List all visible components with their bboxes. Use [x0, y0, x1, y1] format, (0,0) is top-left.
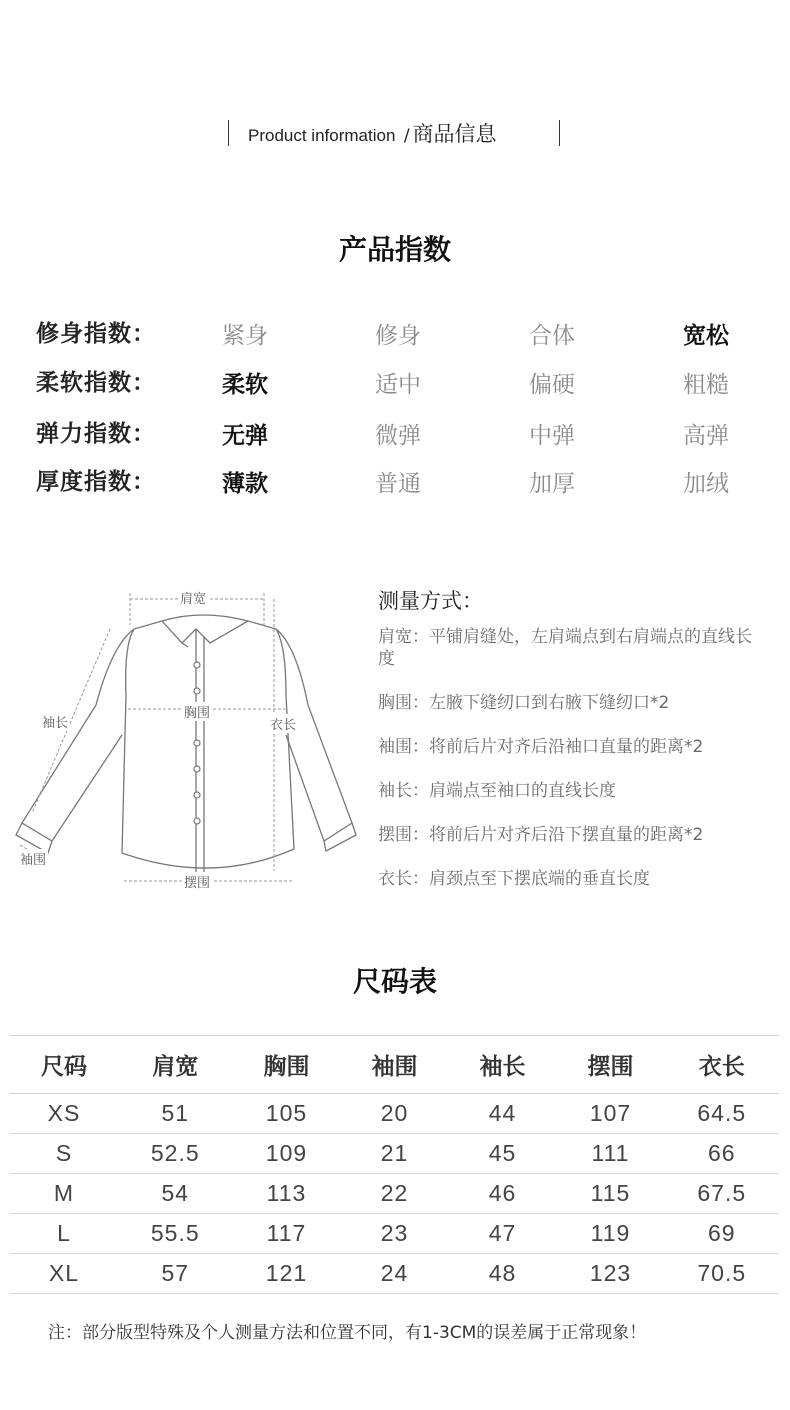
index-option: 普通	[375, 471, 421, 497]
size-table-cell: 69	[664, 1214, 779, 1254]
size-table-cell: 45	[448, 1134, 556, 1174]
diagram-label-chest: 胸围	[182, 702, 212, 721]
size-table-cell: 51	[118, 1094, 232, 1134]
size-table-header-cell: 尺码	[10, 1036, 118, 1094]
size-table-cell: 23	[340, 1214, 448, 1254]
size-table-cell: 20	[340, 1094, 448, 1134]
size-table-cell: 123	[556, 1254, 664, 1294]
size-note: 注：部分版型特殊及个人测量方法和位置不同，有1-3CM的误差属于正常现象！	[48, 1323, 647, 1343]
index-option: 加厚	[529, 471, 575, 497]
size-table-cell: 70.5	[664, 1254, 779, 1294]
header-title	[248, 118, 497, 148]
size-table-size-cell: XL	[10, 1254, 118, 1294]
shirt-outline-illustration	[12, 585, 362, 895]
index-row-label: 柔软指数：	[36, 370, 156, 396]
size-table-header-row	[10, 1036, 779, 1094]
index-option: 合体	[529, 323, 575, 349]
header-divider-left	[228, 120, 229, 146]
size-table-cell: 48	[448, 1254, 556, 1294]
index-option-selected: 宽松	[683, 323, 729, 349]
size-table-cell: 44	[448, 1094, 556, 1134]
size-table-cell: 117	[232, 1214, 340, 1254]
size-table-cell: 21	[340, 1134, 448, 1174]
size-table-cell: 22	[340, 1174, 448, 1214]
measurement-chest: 胸围：左腋下缝纫口到右腋下缝纫口*2	[378, 693, 670, 713]
index-row-label: 厚度指数：	[36, 469, 156, 495]
size-table-row	[10, 1214, 779, 1254]
index-option: 微弹	[375, 423, 421, 449]
diagram-label-length: 衣长	[268, 714, 298, 733]
size-table-header-cell: 袖长	[448, 1036, 556, 1094]
size-table-cell: 57	[118, 1254, 232, 1294]
size-table-row	[10, 1174, 779, 1214]
size-table-size-cell: L	[10, 1214, 118, 1254]
size-table-cell: 105	[232, 1094, 340, 1134]
size-table-cell: 55.5	[118, 1214, 232, 1254]
measurement-cuff: 袖围：将前后片对齐后沿袖口直量的距离*2	[378, 737, 704, 757]
diagram-label-sleeve-length: 袖长	[40, 712, 70, 731]
measurement-length: 衣长：肩颈点至下摆底端的垂直长度	[378, 869, 650, 889]
index-row-label: 弹力指数：	[36, 421, 156, 447]
size-table-header-cell: 胸围	[232, 1036, 340, 1094]
measurement-sleeve-length: 袖长：肩端点至袖口的直线长度	[378, 781, 616, 801]
index-row-label: 修身指数：	[36, 321, 156, 347]
size-table-cell: 119	[556, 1214, 664, 1254]
size-table-header-cell: 肩宽	[118, 1036, 232, 1094]
index-option-selected: 无弹	[222, 423, 268, 449]
size-table-cell: 46	[448, 1174, 556, 1214]
index-option: 适中	[375, 372, 421, 398]
size-table-body	[10, 1094, 779, 1294]
index-option: 偏硬	[529, 372, 575, 398]
index-option: 紧身	[222, 323, 268, 349]
index-section-title: 产品指数	[338, 233, 451, 266]
size-table-row	[10, 1134, 779, 1174]
size-table-size-cell: M	[10, 1174, 118, 1214]
size-table-cell: 107	[556, 1094, 664, 1134]
header-title-separator: /	[403, 126, 410, 146]
size-table-header-cell: 袖围	[340, 1036, 448, 1094]
index-option: 加绒	[683, 471, 729, 497]
diagram-label-hem: 摆围	[182, 872, 212, 891]
size-table-cell: 52.5	[118, 1134, 232, 1174]
size-table	[10, 1035, 779, 1294]
diagram-label-cuff: 袖围	[18, 849, 48, 868]
index-option-selected: 薄款	[222, 471, 268, 497]
measurement-hem: 摆围：将前后片对齐后沿下摆直量的距离*2	[378, 825, 704, 845]
size-table-cell: 109	[232, 1134, 340, 1174]
size-table-cell: 66	[664, 1134, 779, 1174]
size-table-row	[10, 1254, 779, 1294]
size-table-cell: 111	[556, 1134, 664, 1174]
header-title-cn: 商品信息	[412, 122, 497, 146]
size-table-size-cell: XS	[10, 1094, 118, 1134]
index-option: 修身	[375, 323, 421, 349]
size-table-cell: 47	[448, 1214, 556, 1254]
size-table-size-cell: S	[10, 1134, 118, 1174]
index-option: 中弹	[529, 423, 575, 449]
size-table-cell: 113	[232, 1174, 340, 1214]
index-option: 高弹	[683, 423, 729, 449]
measurement-title: 测量方式：	[378, 589, 483, 613]
measurement-shoulder: 肩宽：平铺肩缝处，左肩端点到右肩端点的直线长度	[378, 627, 752, 669]
size-table-cell: 67.5	[664, 1174, 779, 1214]
shirt-measurement-diagram	[12, 585, 362, 899]
size-table-cell: 115	[556, 1174, 664, 1214]
size-table-cell: 24	[340, 1254, 448, 1294]
size-table-cell: 54	[118, 1174, 232, 1214]
size-table-title: 尺码表	[352, 965, 437, 998]
header-title-en: Product information	[248, 126, 396, 145]
index-option-selected: 柔软	[222, 372, 268, 398]
header-divider-right	[559, 120, 560, 146]
index-option: 粗糙	[683, 372, 729, 398]
size-table-header-cell: 摆围	[556, 1036, 664, 1094]
size-table-header-cell: 衣长	[664, 1036, 779, 1094]
diagram-label-shoulder: 肩宽	[178, 588, 208, 607]
size-table-cell: 121	[232, 1254, 340, 1294]
size-table-cell: 64.5	[664, 1094, 779, 1134]
size-table-row	[10, 1094, 779, 1134]
